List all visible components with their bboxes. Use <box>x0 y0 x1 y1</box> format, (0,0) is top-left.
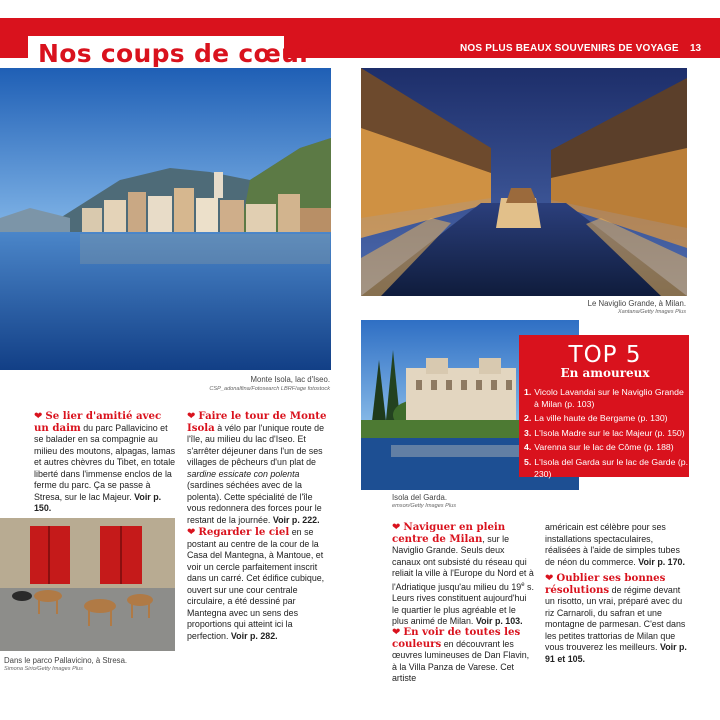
page-reference: Voir p. 103. <box>475 616 523 627</box>
photo-caption-monte-isola: Monte Isola, lac d'Iseo. <box>250 375 330 384</box>
photo-credit-naviglio: Xantana/Getty Images Plus <box>617 309 686 315</box>
article-title: En voir de toutes les couleurs <box>392 626 521 650</box>
page-reference: Voir p. 282. <box>230 630 278 641</box>
article-title: Faire le tour de Monte Isola <box>187 410 327 434</box>
article-regarder-ciel: ❤ Regarder le ciel en se postant au centre de la cour de la Casa del Mantegna, à Mantoue, et voir un cercle parfaitement inscrit dans un carré. Cet édifice cubique, ouvert sur une cour centrale circulaire, a été dessiné par Mantegna avec un sens des proportions qui atteint ici la perfection. Voir p. 282. <box>187 526 325 641</box>
article-naviguer-milan: ❤ Naviguer en plein centre de Milan, sur le Naviglio Grande. Seuls deux canaux ont subsisté du réseau qui reliait la ville à l'Europe du Nord et à l'Adriatique jusqu'au milieu du 19e s. Leurs rives constituent aujourd'hui le quartier le plus agréable et le plus animé de Milan. Voir p. 103. <box>392 521 534 627</box>
top5-header <box>528 343 682 381</box>
top5-item: 1. Vicolo Lavandai sur le Naviglio Grande à Milan (p. 103) <box>524 387 684 409</box>
heart-icon: ❤ <box>545 573 554 584</box>
photo-caption-naviglio: Le Naviglio Grande, à Milan. <box>587 299 686 308</box>
page-reference: Voir p. 222. <box>272 514 320 525</box>
top5-item: 2. La ville haute de Bergame (p. 130) <box>524 413 668 424</box>
heart-icon: ❤ <box>34 411 43 422</box>
article-continuation: américain est célèbre pour ses installations spectaculaires, réalisées à l'aide de simples tubes de néon du commerce. <box>545 522 680 567</box>
page-reference: Voir p. 170. <box>638 556 685 567</box>
article-monte-isola: ❤ Faire le tour de Monte Isola à vélo par l'unique route de l'île, au milieu du lac d'Iseo. Et s'arrêter déjeuner dans l'un de ses villages de pêcheurs d'un plat de sardine essicate con polenta (sardines séchées avec de la polenta). Cette spécialité de l'île vous redonnera des forces pour le restant de la journée. Voir p. 222. <box>187 410 327 525</box>
photo-naviglio-grande <box>361 68 687 296</box>
article-title: Regarder le ciel <box>198 526 290 538</box>
top5-list <box>524 387 690 483</box>
photo-parco-pallavicino <box>0 518 175 651</box>
top5-item: 4. Varenna sur le lac de Côme (p. 188) <box>524 442 674 453</box>
article-resolutions: ❤ Oublier ses bonnes résolutions de régime devant un risotto, un vrai, préparé avec du riz Carnaroli, du safran et une montagne de parmesan. C'est dans les petites trattorias de Milan que vous trouverez les meilleurs. Voir p. 91 et 105. <box>545 572 687 664</box>
page-number: 13 <box>690 43 702 54</box>
page-reference: Voir p. 150. <box>34 491 162 514</box>
heart-icon: ❤ <box>392 522 401 533</box>
photo-caption-pallavicino: Dans le parco Pallavicino, à Stresa. <box>4 656 128 665</box>
photo-monte-isola <box>0 68 331 370</box>
photo-credit-isola: emson/Getty Images Plus <box>392 503 457 509</box>
article-couleurs-suite <box>545 522 690 568</box>
top5-item: 5. L'Isola del Garda sur le lac de Garde (p. 230) <box>524 456 689 479</box>
page-title: Nos coups de cœur <box>38 39 312 68</box>
article-daim: ❤ Se lier d'amitié avec un daim du parc Pallavicino et se balader en sa compagnie au milieu des moutons, alpagas, lamas et autres chèvres du Tibet, en totale liberté dans l'immense enclos de la ferme du parc. Ça se passe à Stresa, sur le lac Majeur. Voir p. 150. <box>34 410 176 514</box>
article-couleurs: ❤ En voir de toutes les couleurs en découvrant les œuvres lumineuses de Dan Flavin, à la Villa Panza de Varese. Cet artiste <box>392 626 530 684</box>
top5-title: TOP 5 <box>568 342 642 368</box>
photo-credit-pallavicino: Simona Sirio/Getty Images Plus <box>4 666 83 672</box>
heart-icon: ❤ <box>392 627 401 638</box>
top5-item: 3. L'Isola Madre sur le lac Majeur (p. 150) <box>524 427 685 438</box>
heart-icon: ❤ <box>187 411 196 422</box>
heart-icon: ❤ <box>187 527 196 538</box>
photo-caption-isola: Isola del Garda. <box>392 493 448 502</box>
page-reference: Voir p. 91 et 105. <box>545 642 687 664</box>
running-head: NOS PLUS BEAUX SOUVENIRS DE VOYAGE <box>460 43 679 54</box>
photo-credit-monte-isola: CSP_adonalfina/Fotosearch LBRF/age fotostock <box>209 386 330 392</box>
article-title: Naviguer en plein centre de Milan <box>392 521 506 545</box>
top5-subtitle: En amoureux <box>560 366 650 380</box>
article-title: Se lier d'amitié avec un daim <box>34 410 162 434</box>
article-title: Oublier ses bonnes résolutions <box>545 572 666 596</box>
